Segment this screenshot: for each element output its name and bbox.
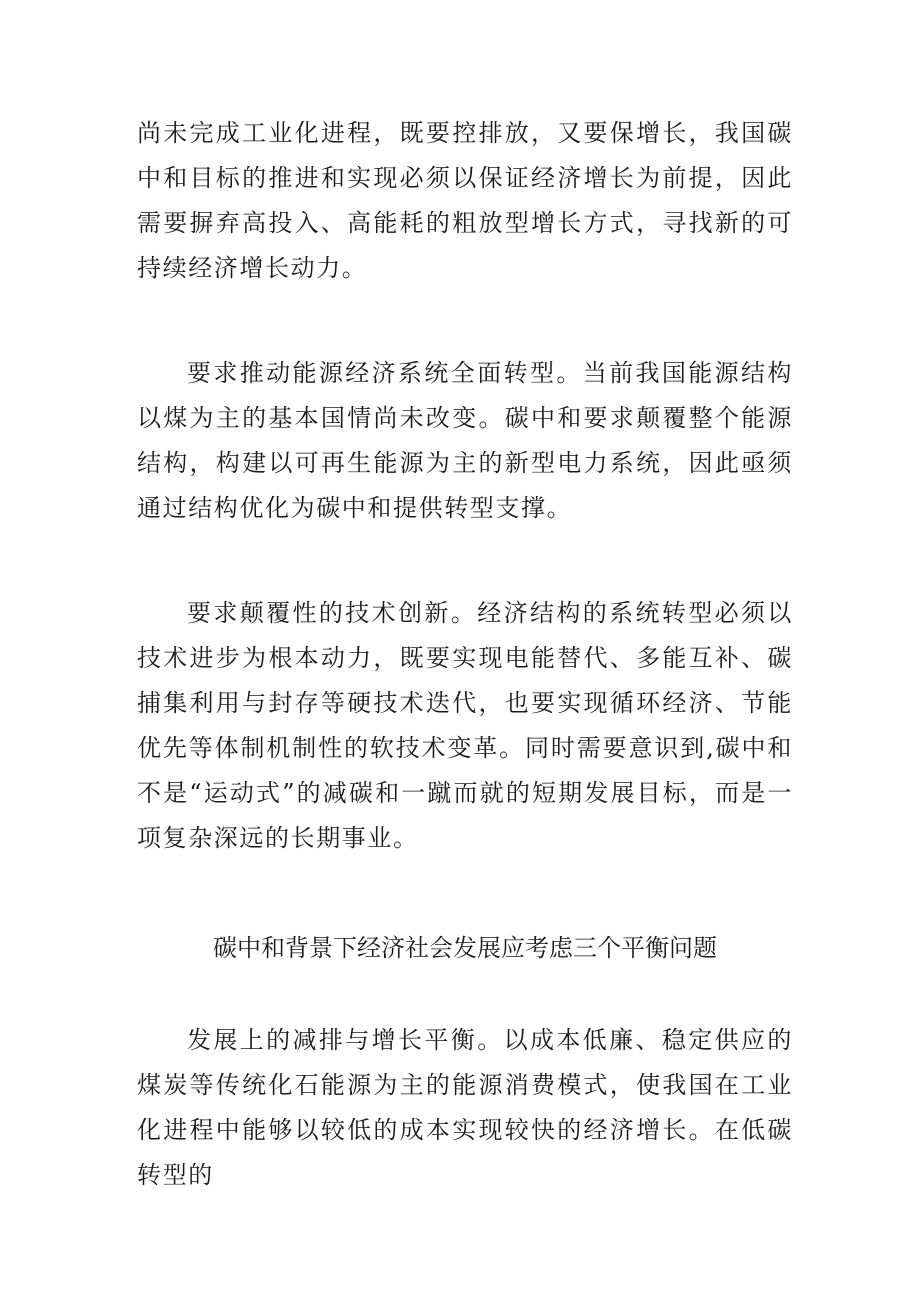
paragraph-energy-transition: 要求推动能源经济系统全面转型。当前我国能源结构以煤为主的基本国情尚未改变。碳中和要求颠覆整个能源结构，构建以可再生能源为主的新型电力系统，因此亟须通过结构优化为碳中和提供转型支撑。 xyxy=(137,359,793,522)
paragraph-emission-growth-balance: 发展上的减排与增长平衡。以成本低廉、稳定供应的煤炭等传统化石能源为主的能源消费模式，使我国在工业化进程中能够以较低的成本实现较快的经济增长。在低碳转型的 xyxy=(137,1026,793,1189)
section-heading: 碳中和背景下经济社会发展应考虑三个平衡问题 xyxy=(213,934,717,962)
paragraph-industrialization: 尚未完成工业化进程，既要控排放，又要保增长，我国碳中和目标的推进和实现必须以保证经济增长为前提，因此需要摒弃高投入、高能耗的粗放型增长方式，寻找新的可持续经济增长动力。 xyxy=(137,119,793,282)
paragraph-technology-innovation: 要求颠覆性的技术创新。经济结构的系统转型必须以技术进步为根本动力，既要实现电能替代、多能互补、碳捕集利用与封存等硬技术迭代，也要实现循环经济、节能优先等体制机制性的软技术变革。同时需要意识到,碳中和不是“运动式”的减碳和一蹴而就的短期发展目标，而是一项复杂深远的长期事业。 xyxy=(137,599,793,852)
